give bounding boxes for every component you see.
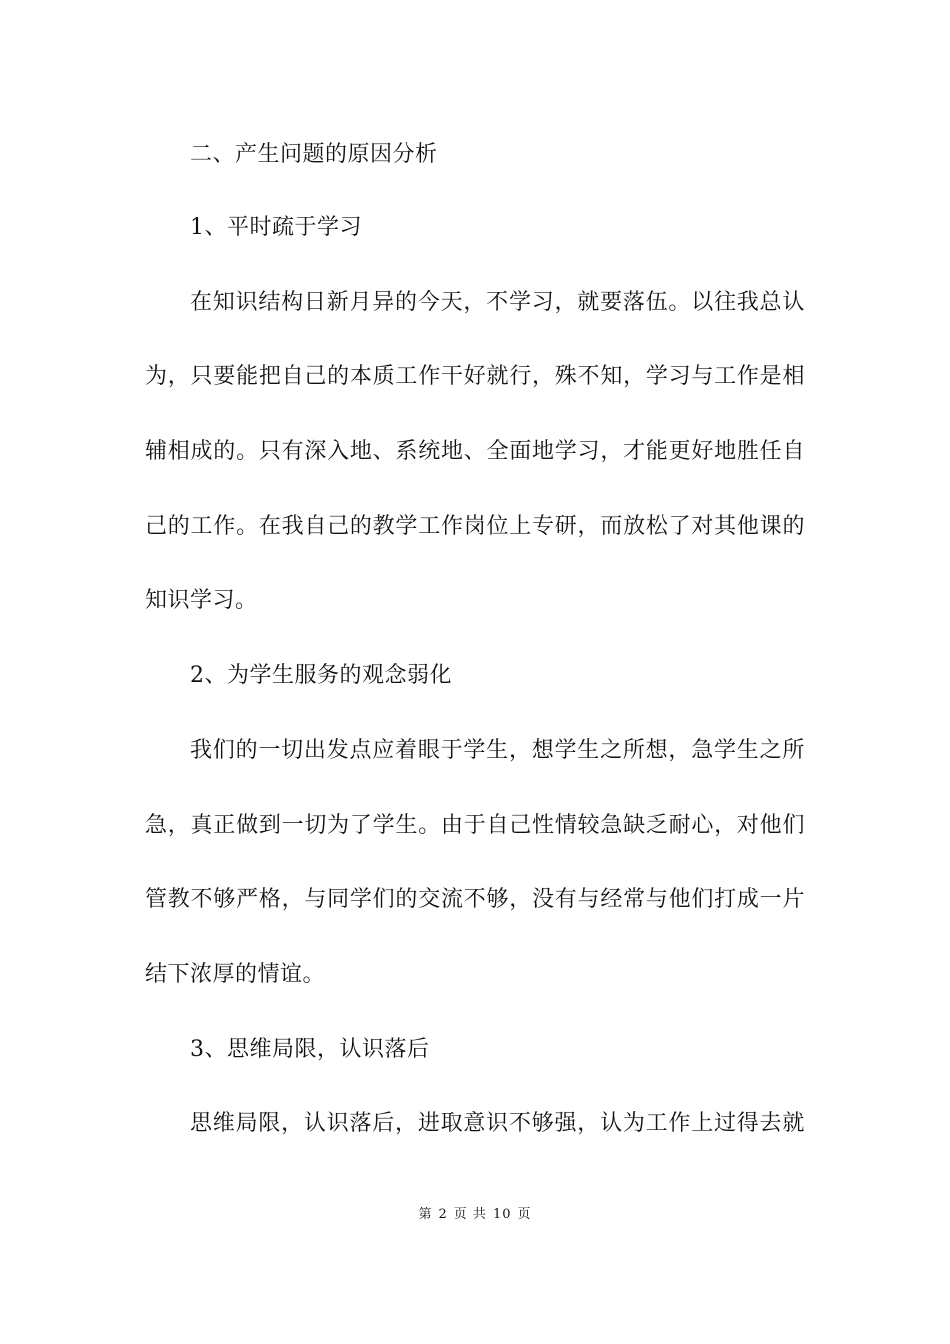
footer-middle: 页 共 [453,1207,487,1222]
paragraph-line: 结下浓厚的情谊。 [145,962,326,987]
section-heading: 二、产生问题的原因分析 [190,142,438,167]
section-3-title: 3、思维局限，认识落后 [190,1037,430,1062]
footer-prefix: 第 [418,1207,433,1222]
footer-total-pages: 10 [492,1207,512,1222]
paragraph-line: 管 教 不 够 严 格 ， 与 同 学 们 的 交 流 不 够 ， 没 有 与 经 常 与 他 们 打 成 一 片 [145,887,805,912]
paragraph-line: 己 的 工 作 。 在 我 自 己 的 教 学 工 作 岗 位 上 专 研 ， 而 放 松 了 对 其 他 课 的 [145,514,805,539]
footer-current-page: 2 [438,1207,448,1222]
paragraph-line: 知识学习。 [145,588,258,613]
section-1-title: 1、平时疏于学习 [190,215,362,240]
paragraph-line: 急 ， 真 正 做 到 一 切 为 了 学 生 。 由 于 自 己 性 情 较 急 缺 乏 耐 心 ， 对 他 们 [145,813,805,838]
footer-suffix: 页 [517,1207,532,1222]
paragraph-line: 思 维 局 限 ， 认 识 落 后 ， 进 取 意 识 不 够 强 ， 认 为 工 作 上 过 得 去 就 [190,1111,805,1136]
paragraph-line: 在 知 识 结 构 日 新 月 异 的 今 天 ， 不 学 习 ， 就 要 落 伍 。 以 往 我 总 认 [190,290,805,315]
section-2-title: 2、为学生服务的观念弱化 [190,663,452,688]
paragraph-line: 为 ， 只 要 能 把 自 己 的 本 质 工 作 干 好 就 行 ， 殊 不 知 ， 学 习 与 工 作 是 相 [145,364,805,389]
paragraph-line: 我 们 的 一 切 出 发 点 应 着 眼 于 学 生 ， 想 学 生 之 所 想 ， 急 学 生 之 所 [190,738,805,763]
page-footer [0,1206,950,1224]
paragraph-line: 辅 相 成 的 。 只 有 深 入 地 、 系 统 地 、 全 面 地 学 习 ， 才 能 更 好 地 胜 任 自 [145,439,805,464]
